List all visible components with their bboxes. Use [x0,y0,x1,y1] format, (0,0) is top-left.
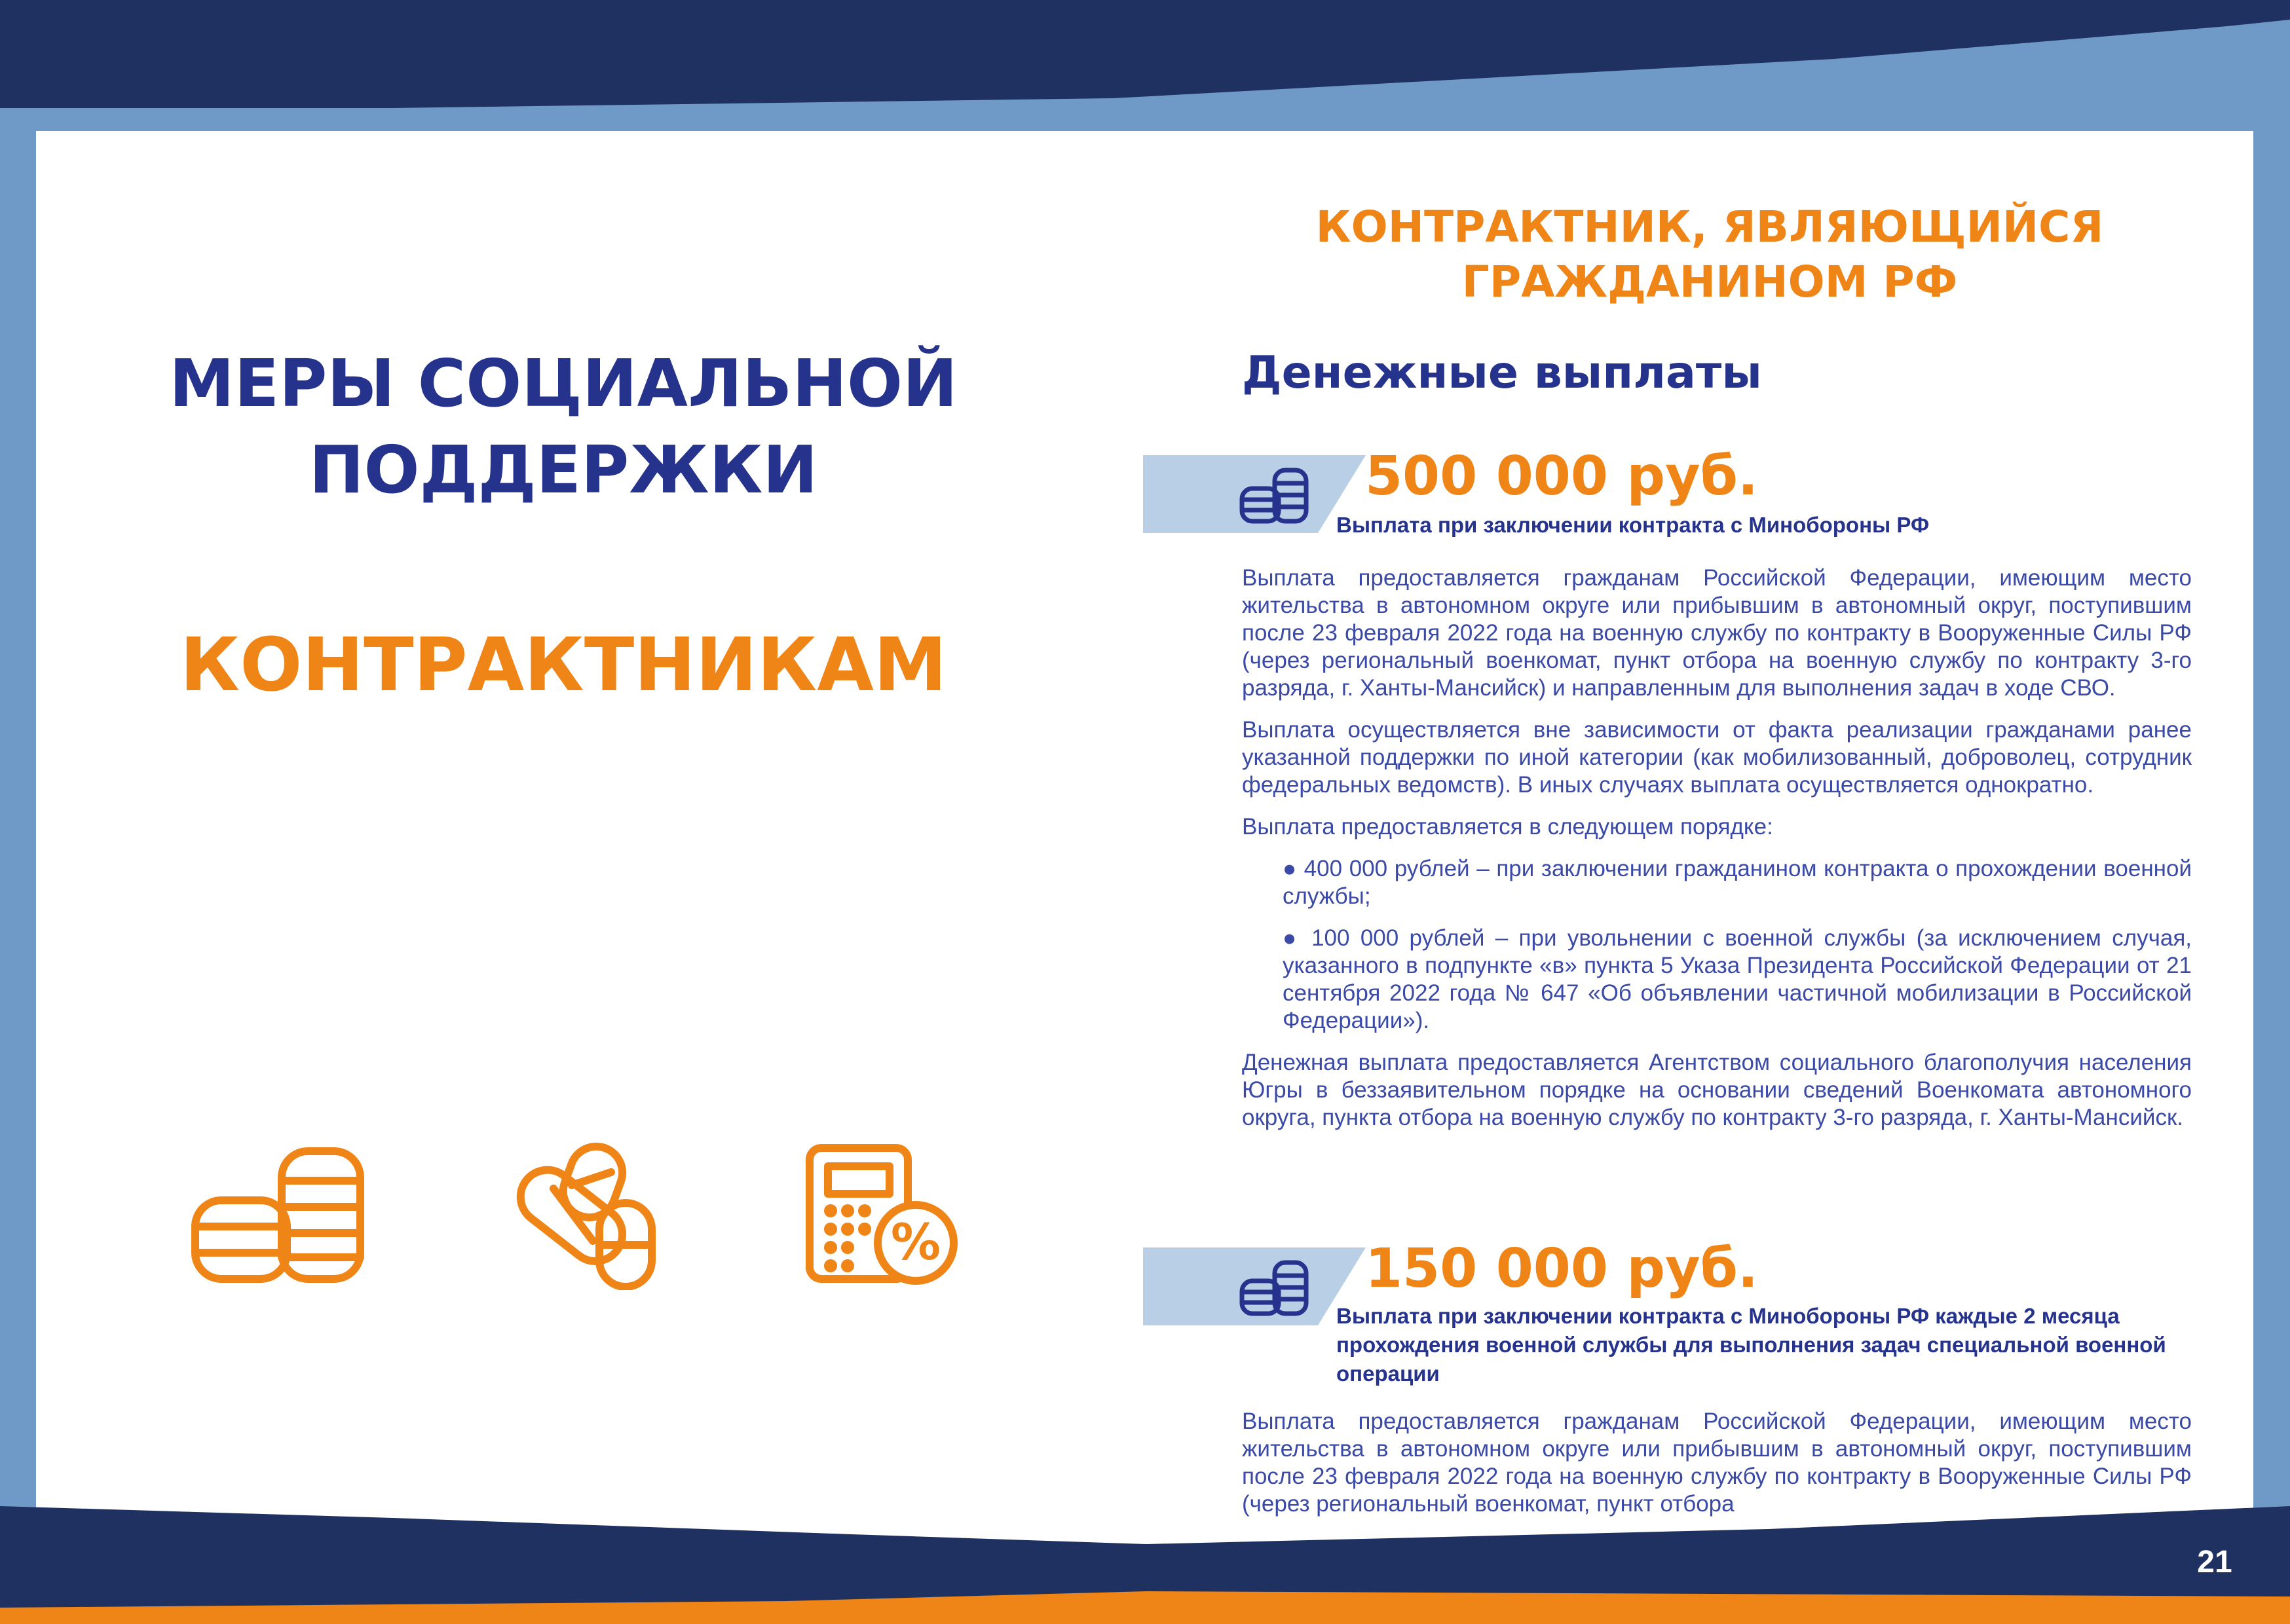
payment1-body [1242,564,2192,1146]
page-number: 21 [2197,1545,2232,1579]
payment1-caption: Выплата при заключении контракта с Минобороны РФ [1336,513,1930,537]
calculator-percent-icon [804,1143,962,1287]
section-title: Денежные выплаты [1242,347,1762,399]
left-title-line1: МЕРЫ СОЦИАЛЬНОЙ [169,345,958,422]
coins-small-icon [1238,466,1310,525]
coins-small-icon [1238,1259,1310,1318]
right-heading-line2: ГРАЖДАНИНОМ РФ [1461,257,1958,307]
payment1-paragraph: Выплата осуществляется вне зависимости от факта реализации гражданами ранее указанной поддержки по иной категории (как мобилизованный, доброволец, сотрудник федеральных ведомств). В иных случаях выплата осуществляется однократно. [1242,717,2192,798]
payment2-paragraph: Выплата предоставляется гражданам Российской Федерации, имеющим место жительства в автономном округе или прибывшим в автономный округ, поступившим после 23 февраля 2022 года на военную службу по контракту в Вооруженные Силы РФ (через региональный военкомат, пункт отбора [1242,1409,2192,1517]
payment2-body [1242,1408,2192,1526]
coins-icon [190,1145,367,1289]
right-heading [1245,200,2175,310]
payment1-amount: 500 000 руб. [1365,445,1758,507]
payment1-bullet: ● 100 000 рублей – при увольнении с военной службы (за исключением случая, указанного в подпункте «в» пункта 5 Указа Президента Российской Федерации от 21 сентября 2022 года № 647 «Об объявлении частичной мобилизации в Российской Федерации»). [1283,925,2192,1033]
payment1-closing: Денежная выплата предоставляется Агентством социального благополучия населения Югры в беззаявительном порядке на основании сведений Военкомата автономного округа, пункта отбора на военную службу по контракту 3-го разряда, г. Ханты-Мансийск. [1242,1050,2192,1130]
right-heading-line1: КОНТРАКТНИК, ЯВЛЯЮЩИЙСЯ [1315,202,2104,252]
pills-icon [501,1143,665,1290]
payment1-bullet: ● 400 000 рублей – при заключении гражданином контракта о прохождении военной службы; [1283,856,2192,909]
payment1-paragraph: Выплата предоставляется в следующем порядке: [1242,814,1773,840]
left-title-line2: ПОДДЕРЖКИ [309,432,818,508]
left-title [151,341,976,513]
svg-text:%: % [890,1213,941,1271]
left-subtitle: КОНТРАКТНИКАМ [179,623,947,708]
payment2-caption: Выплата при заключении контракта с Минобороны РФ каждые 2 месяца прохождения военной службы для выполнения задач специальной военной операции [1336,1304,2166,1386]
payment2-amount: 150 000 руб. [1365,1238,1758,1300]
payment1-paragraph: Выплата предоставляется гражданам Российской Федерации, имеющим место жительства в автономном округе или прибывшим в автономный округ, поступившим после 23 февраля 2022 года на военную службу по контракту в Вооруженные Силы РФ (через региональный военкомат, пункт отбора на военную службу по контракту 3-го разряда, г. Ханты-Мансийск) и направленным для выполнения задач в ходе СВО. [1242,565,2192,701]
